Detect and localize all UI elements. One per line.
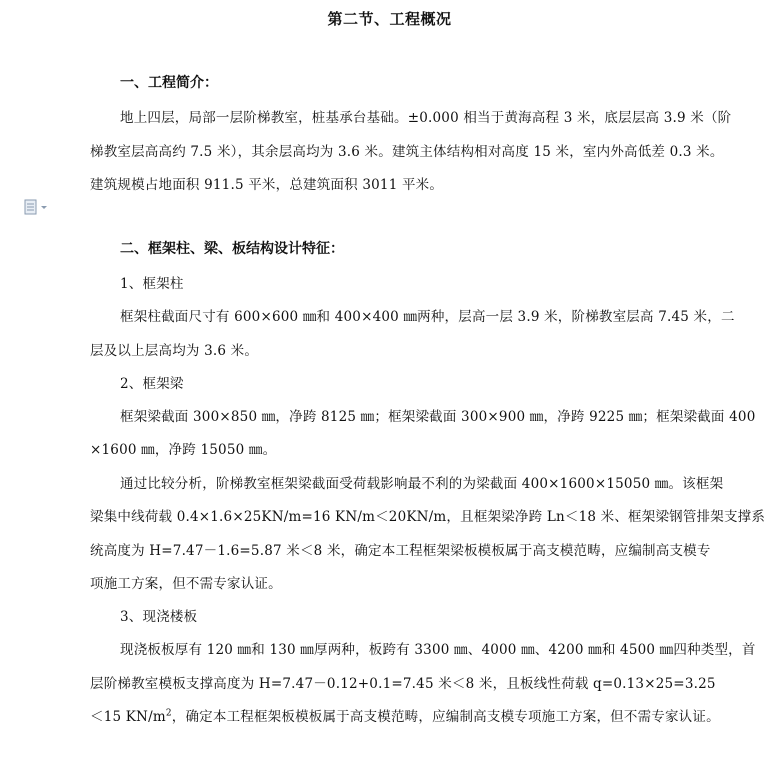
paragraph-line: 梁集中线荷载 0.4×1.6×25KN/m=16 KN/m＜20KN/m，且框架梁净跨 Ln＜18 米、框架梁钢管排架支撑系 [90,509,766,525]
page-title: 第二节、工程概况 [327,10,452,28]
paragraph-line: 现浇板板厚有 120 ㎜和 130 ㎜厚两种，板跨有 3300 ㎜、4000 ㎜、4200 ㎜和 4500 ㎜四种类型，首 [120,642,756,658]
paragraph-line: 框架柱截面尺寸有 600×600 ㎜和 400×400 ㎜两种，层高一层 3.9 米，阶梯教室层高 7.45 米，二 [120,309,735,325]
superscript: 2 [165,708,172,719]
paragraph-line: 地上四层，局部一层阶梯教室，桩基承台基础。±0.000 相当于黄海高程 3 米，底层层高 3.9 米（阶 [120,110,732,126]
paragraph-line: 框架梁截面 300×850 ㎜，净跨 8125 ㎜；框架梁截面 300×900 ㎜，净跨 9225 ㎜；框架梁截面 400 [120,409,756,425]
paragraph-line: 层及以上层高均为 3.6 米。 [90,343,259,359]
paragraph-line: 建筑规模占地面积 911.5 平米，总建筑面积 3011 平米。 [90,177,444,193]
section-heading-structure: 二、框架柱、梁、板结构设计特征： [120,241,344,257]
text-fragment: ＜15 KN/m [90,709,166,725]
paragraph-line [90,705,720,725]
subsection-label-columns: 1、框架柱 [120,276,184,292]
paragraph-line: ×1600 ㎜，净跨 15050 ㎜。 [90,442,277,458]
subsection-label-beams: 2、框架梁 [120,376,184,392]
subsection-label-slabs: 3、现浇楼板 [120,609,198,625]
paragraph-line: 层阶梯教室模板支撑高度为 H=7.47－0.12+0.1=7.45 米＜8 米，且板线性荷载 q=0.13×25=3.25 [90,676,716,692]
document-icon[interactable] [24,199,52,215]
paragraph-line: 梯教室层高高约 7.5 米），其余层高均为 3.6 米。建筑主体结构相对高度 15 米，室内外高低差 0.3 米。 [90,144,724,160]
paragraph-line: 项施工方案，但不需专家认证。 [90,576,282,592]
paragraph-line: 通过比较分析，阶梯教室框架梁截面受荷载影响最不利的为梁截面 400×1600×15050 ㎜。该框架 [120,476,724,492]
text-fragment: ，确定本工程框架板模板属于高支模范畴，应编制高支模专项施工方案，但不需专家认证。 [171,709,720,725]
section-heading-project-intro: 一、工程简介： [120,75,218,91]
paragraph-line: 统高度为 H=7.47－1.6=5.87 米＜8 米，确定本工程框架梁板模板属于高支模范畴，应编制高支模专 [90,543,711,559]
